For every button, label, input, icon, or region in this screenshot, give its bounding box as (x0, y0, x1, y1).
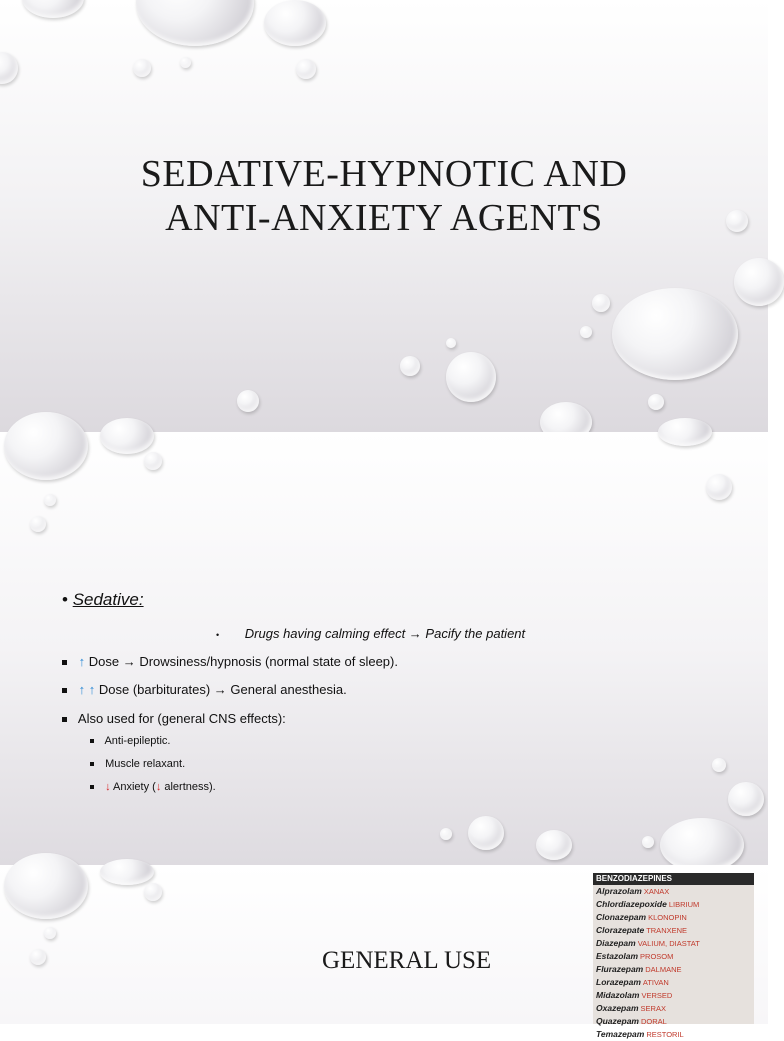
brand-name: XANAX (643, 887, 670, 896)
sub-item-text: alertness). (161, 781, 216, 793)
water-drop (468, 816, 504, 850)
water-drop (400, 356, 420, 376)
table-row (593, 1002, 754, 1015)
sub-item-text: Anxiety ( (110, 781, 156, 793)
table-row (593, 1028, 754, 1041)
table-row (593, 898, 754, 911)
title-line-1: SEDATIVE-HYPNOTIC AND (140, 153, 628, 195)
table-row (593, 885, 754, 898)
water-drop (180, 57, 191, 68)
generic-name: Estazolam (596, 951, 639, 961)
title-slide (0, 0, 768, 432)
slide-title (0, 152, 768, 240)
water-drop (728, 782, 764, 816)
bullet: • (62, 590, 68, 609)
water-drop (446, 352, 496, 402)
water-drop (734, 258, 784, 306)
water-drop (133, 59, 151, 77)
water-drop (30, 949, 46, 965)
sub-item-text: Muscle relaxant. (105, 758, 186, 770)
sedative-heading (62, 590, 144, 610)
water-drop (100, 418, 154, 454)
water-drop (44, 927, 56, 939)
water-drop (296, 59, 316, 79)
table-row (593, 976, 754, 989)
generic-name: Quazepam (596, 1016, 639, 1026)
water-drop (100, 859, 154, 885)
water-drop (706, 474, 732, 500)
square-bullet (90, 762, 94, 766)
list-item-text: Also used for (general CNS effects): (77, 711, 286, 726)
table-row (593, 950, 754, 963)
up-arrow-icon: ↑ ↑ (78, 682, 96, 697)
generic-name: Oxazepam (596, 1003, 639, 1013)
water-drop (648, 394, 664, 410)
table-row (593, 963, 754, 976)
list-item-text: Dose → Drowsiness/hypnosis (normal state of sleep). (88, 654, 398, 669)
generic-name: Diazepam (596, 938, 636, 948)
generic-name: Alprazolam (596, 886, 642, 896)
brand-name: PROSOM (640, 952, 674, 961)
water-drop (4, 853, 88, 919)
brand-name: LIBRIUM (668, 900, 700, 909)
water-drop (136, 0, 254, 46)
water-drop (237, 390, 259, 412)
water-drop (22, 0, 84, 18)
water-drop (658, 418, 712, 446)
water-drop (4, 412, 88, 480)
brand-name: DORAL (641, 1017, 667, 1026)
heading-text: Sedative: (72, 590, 144, 609)
brand-name: VALIUM, DIASTAT (637, 939, 700, 948)
table-row (593, 924, 754, 937)
list-item-text: Dose (barbiturates) → General anesthesia. (98, 682, 347, 697)
generic-name: Clorazepate (596, 925, 645, 935)
water-drop (144, 883, 162, 901)
square-bullet (62, 688, 67, 693)
sub-item-text: Anti-epileptic. (104, 735, 171, 747)
brand-name: TRANXENE (646, 926, 688, 935)
sedative-slide (0, 432, 768, 865)
water-drop (44, 494, 56, 506)
table-row (593, 989, 754, 1002)
water-drop (536, 830, 572, 860)
brand-name: SERAX (640, 1004, 666, 1013)
brand-name: KLONOPIN (648, 913, 687, 922)
sub-list-item (90, 735, 171, 747)
list-item (62, 654, 398, 669)
generic-name: Lorazepam (596, 977, 641, 987)
list-item (62, 711, 286, 726)
definition-text: Drugs having calming effect → Pacify the patient (244, 626, 526, 641)
water-drop (660, 818, 744, 872)
brand-name: ATIVAN (642, 978, 669, 987)
square-bullet (90, 785, 94, 789)
square-bullet (62, 717, 67, 722)
benzodiazepines-table (593, 873, 754, 1039)
water-drop (440, 828, 452, 840)
square-bullet (90, 739, 94, 743)
brand-name: VERSED (641, 991, 673, 1000)
down-arrow-icon: ↓ (105, 781, 111, 793)
list-item (62, 682, 347, 697)
bullet: • (216, 630, 220, 640)
generic-name: Flurazepam (596, 964, 644, 974)
down-arrow-icon: ↓ (155, 781, 162, 793)
definition-row (216, 626, 525, 641)
table-row (593, 937, 754, 950)
table-header: BENZODIAZEPINES (593, 873, 754, 885)
water-drop (446, 338, 456, 348)
up-arrow-icon: ↑ (78, 654, 86, 669)
brand-name: DALMANE (645, 965, 682, 974)
water-drop (0, 52, 18, 84)
generic-name: Midazolam (596, 990, 640, 1000)
table-row (593, 1015, 754, 1028)
sub-list-item (90, 781, 216, 793)
water-drop (264, 0, 326, 46)
water-drop (30, 516, 46, 532)
generic-name: Chlordiazepoxide (596, 899, 667, 909)
water-drop (580, 326, 592, 338)
water-drop (592, 294, 610, 312)
generic-name: Clonazepam (596, 912, 647, 922)
title-line-2: ANTI-ANXIETY AGENTS (165, 197, 603, 239)
generic-name: Temazepam (596, 1029, 645, 1039)
brand-name: RESTORIL (646, 1030, 684, 1039)
slide-title: GENERAL USE (322, 947, 492, 974)
square-bullet (62, 660, 67, 665)
water-drop (612, 288, 738, 380)
table-row (593, 911, 754, 924)
general-use-slide (0, 865, 768, 1039)
water-drop (144, 452, 162, 470)
sub-list-item (90, 758, 185, 770)
water-drop (642, 836, 654, 848)
water-drop (712, 758, 726, 772)
